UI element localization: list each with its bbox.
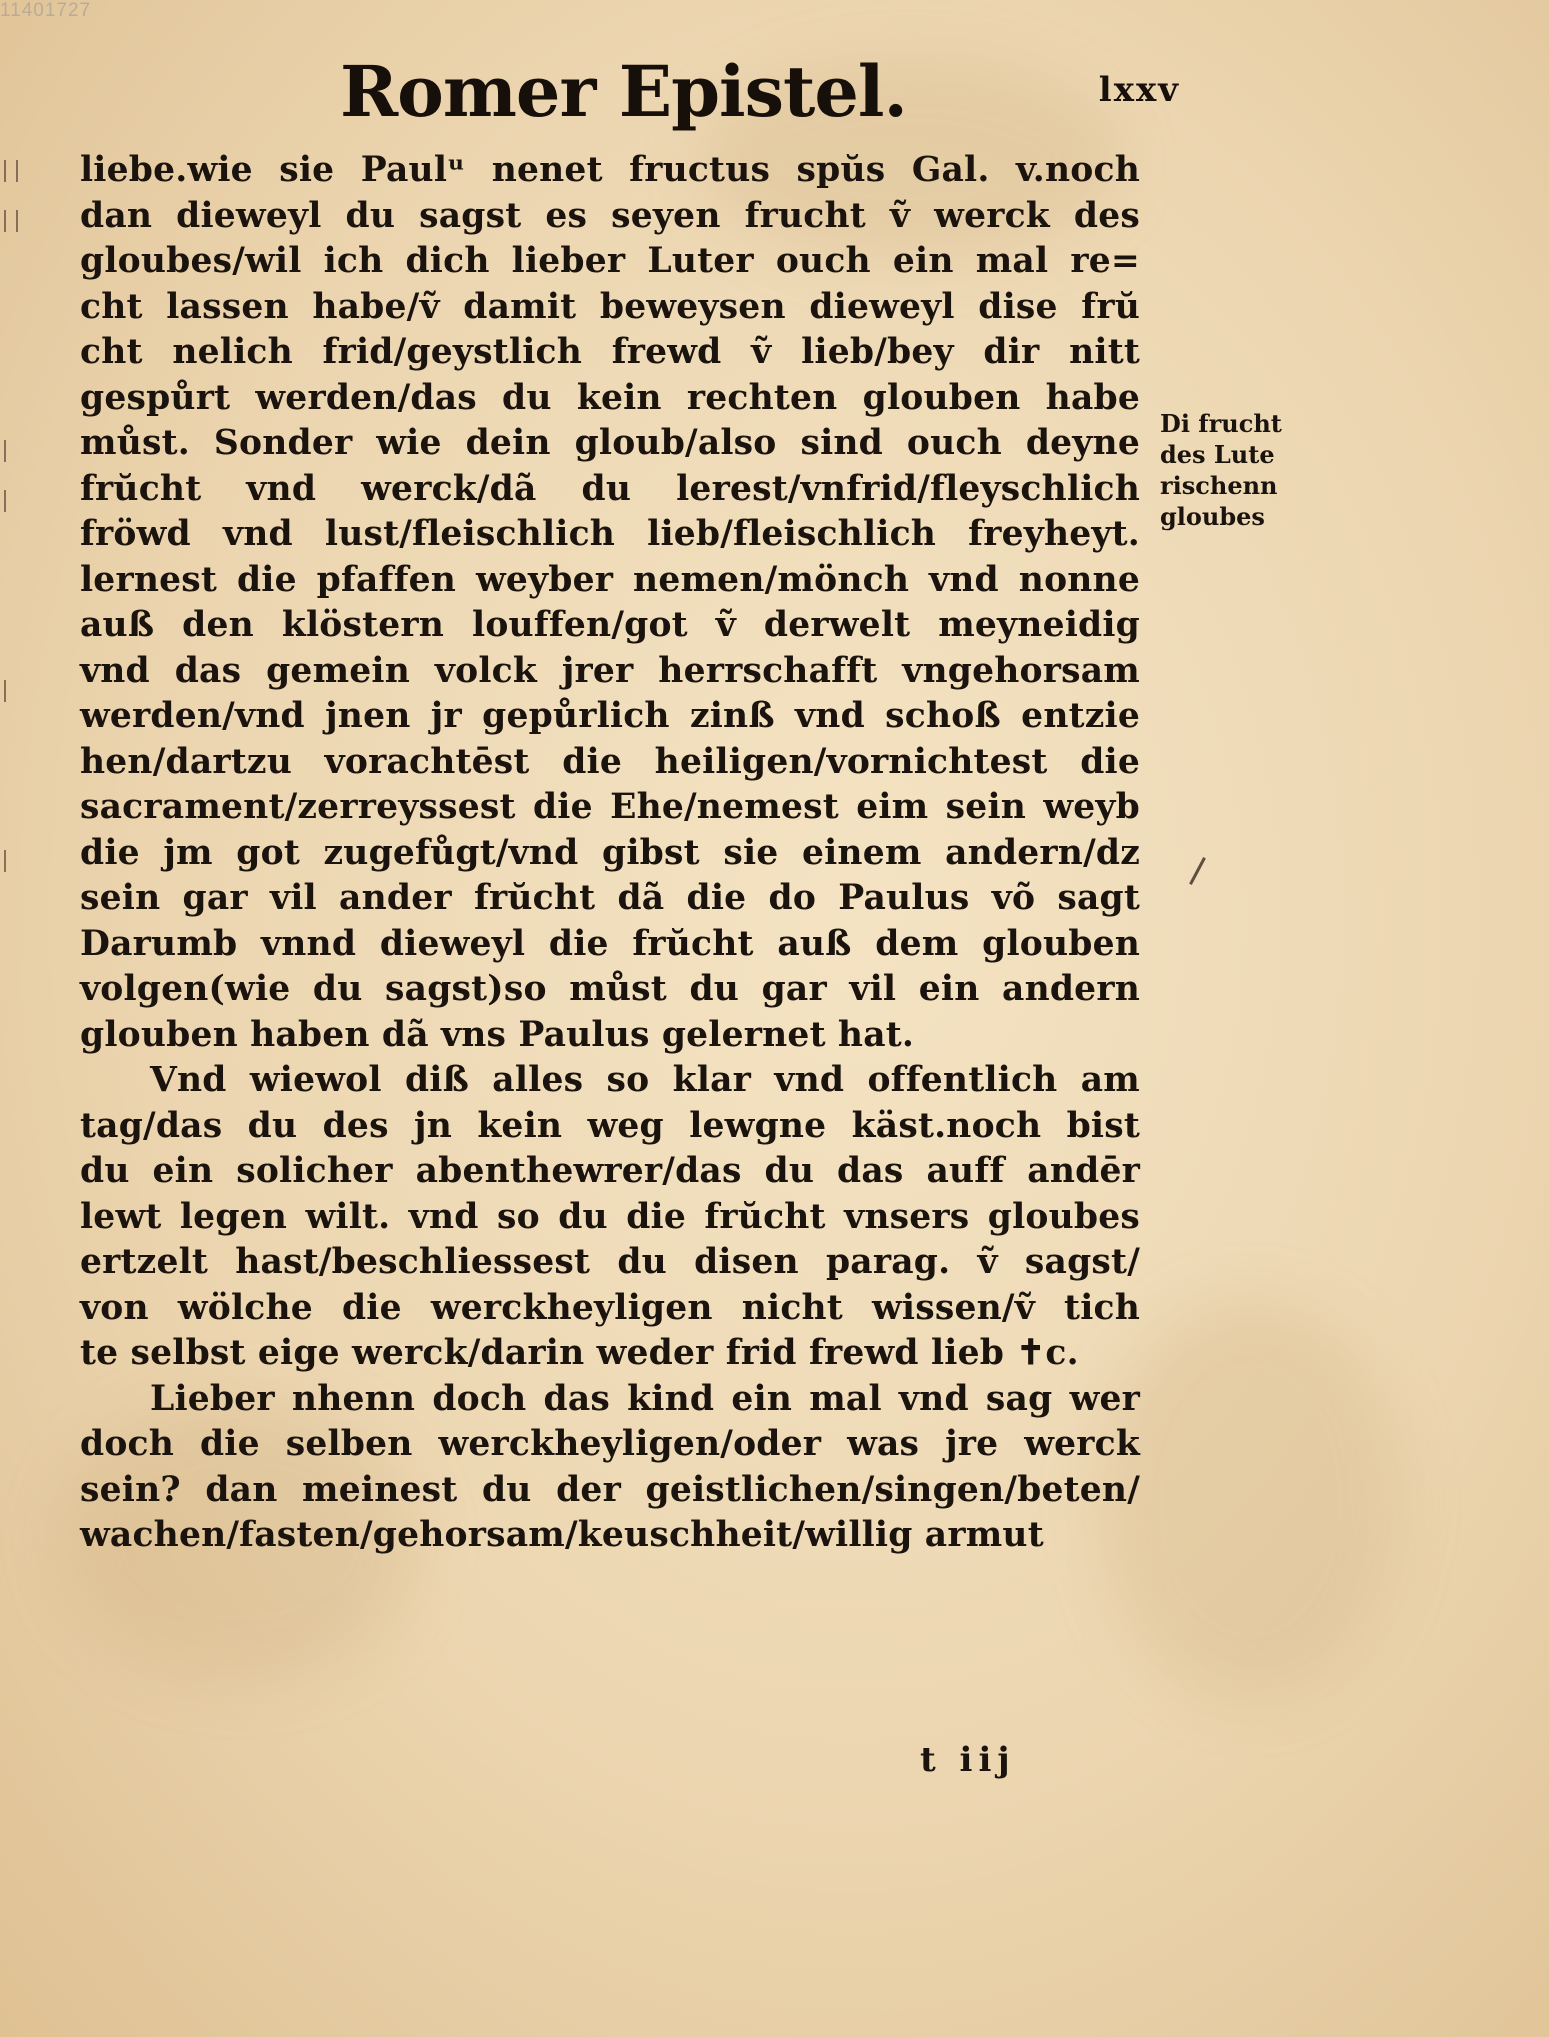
text-line: auß den klöstern louffen/got ṽ derwelt meyneidig [80,605,1140,645]
text-line: von wölche die werckheyligen nicht wissen/ṽ tich [80,1287,1140,1328]
text-line: dan dieweyl du sagst es seyen frucht ṽ werck des [80,195,1140,236]
text-line: glouben haben dã vns Paulus gelernet hat. [80,1014,915,1055]
text-line: hen/dartzu vorachtēst die heiligen/vornichtest die [80,741,1140,782]
text-line: gespůrt werden/das du kein rechten glouben habe [80,377,1140,418]
text-line: lewt legen wilt. vnd so du die frŭcht vnsers gloubes [80,1196,1140,1237]
text-line: te selbst eige werck/darin weder frid frewd lieb ✝c. [80,1333,1079,1373]
text-line: fröwd vnd lust/fleischlich lieb/fleischlich freyheyt. [80,514,1140,554]
text-line: ertzelt hast/beschliessest du disen parag. ṽ sagst/ [80,1242,1140,1282]
catalog-stamp: 11401727 [0,0,92,21]
stray-ink-mark [1189,857,1206,885]
folio-number: lxxv [1098,70,1180,110]
text-line: Vnd wiewol diß alles so klar vnd offentlich am [150,1060,1140,1100]
signature-mark: t iij [920,1740,1016,1780]
text-line: doch die selben werckheyligen/oder was jre werck [80,1424,1140,1464]
page-header [340,50,1180,160]
text-line: gloubes/wil ich dich lieber Luter ouch ein mal re= [80,241,1140,281]
text-line: vnd das gemein volck jrer herrschafft vngehorsam [80,650,1140,691]
marginal-note-line: rischenn [1160,471,1278,500]
text-line: cht lassen habe/ṽ damit beweysen dieweyl dise frŭ [80,286,1140,327]
text-line: Lieber nhenn doch das kind ein mal vnd sag wer [150,1378,1140,1419]
text-line: můst. Sonder wie dein gloub/also sind ouch deyne [80,423,1140,463]
marginal-note-line: des Lute [1160,440,1275,469]
text-line: lernest die pfaffen weyber nemen/mönch vnd nonne [80,559,1140,600]
text-line: wachen/fasten/gehorsam/keuschheit/willig armut [80,1515,1044,1555]
text-line: Darumb vnnd dieweyl die frŭcht auß dem glouben [80,923,1140,964]
text-line: frŭcht vnd werck/dã du lerest/vnfrid/fleyschlich [80,468,1140,509]
marginal-note [1160,408,1320,532]
text-line: werden/vnd jnen jr gepůrlich zinß vnd schoß entzie [80,696,1140,736]
marginal-note-line: Di frucht [1160,409,1282,438]
binding-marks [0,160,20,920]
text-line: sacrament/zerreyssest die Ehe/nemest eim sein weyb [80,787,1140,827]
text-line: tag/das du des jn kein weg lewgne käst.noch bist [80,1105,1140,1146]
body-text [80,148,1140,1559]
running-title: Romer Epistel. [340,50,907,133]
text-line: liebe.wie sie Paulᵘ nenet fructus spŭs Gal. v.noch [80,150,1140,190]
text-line: volgen(wie du sagst)so můst du gar vil ein andern [80,969,1140,1009]
text-line: cht nelich frid/geystlich frewd ṽ lieb/bey dir nitt [80,332,1140,372]
text-line: die jm got zugefůgt/vnd gibst sie einem andern/dz [80,832,1140,873]
text-line: sein? dan meinest du der geistlichen/singen/beten/ [80,1469,1140,1510]
text-line: du ein solicher abenthewrer/das du das auff andēr [80,1151,1140,1191]
marginal-note-line: gloubes [1160,502,1265,531]
text-line: sein gar vil ander frŭcht dã die do Paulus võ sagt [80,878,1140,918]
